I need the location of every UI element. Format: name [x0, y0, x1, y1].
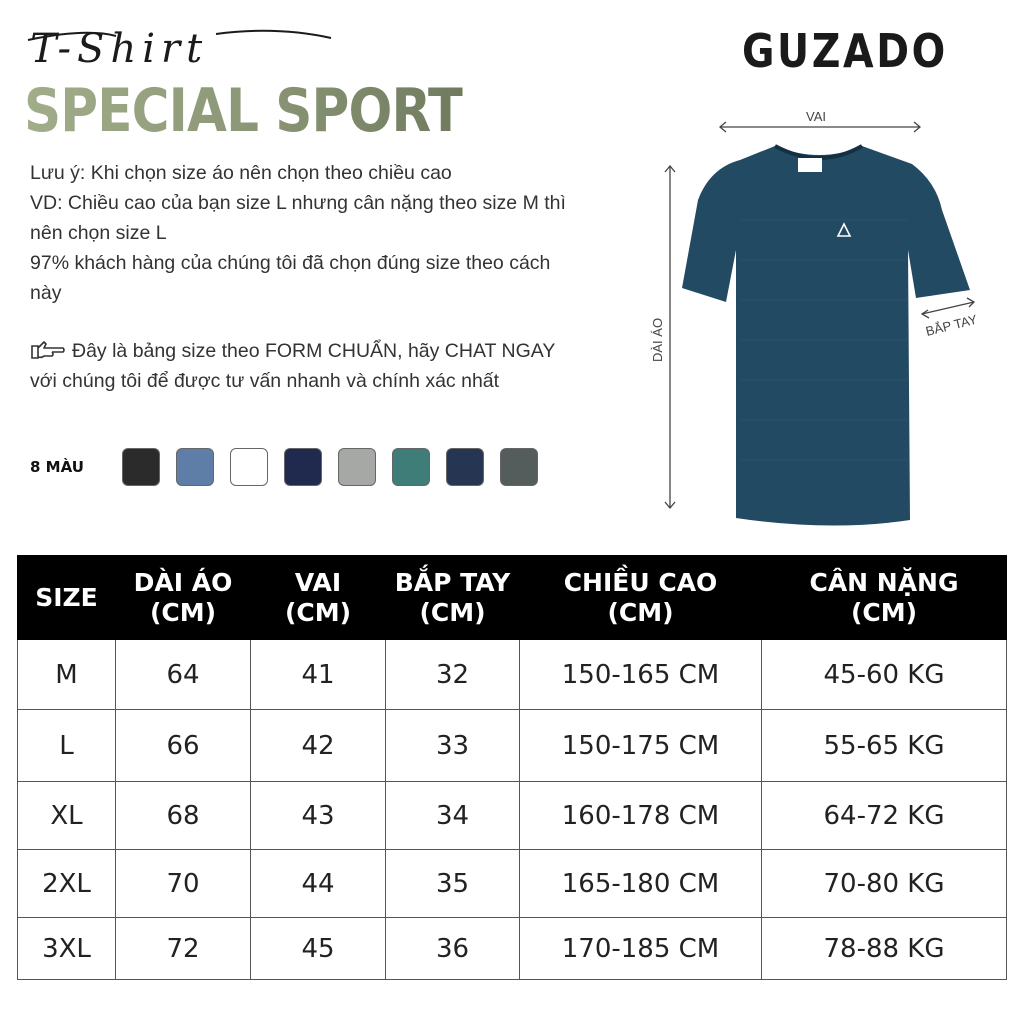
pointing-hand-icon — [30, 338, 66, 360]
cell-height: 165-180 CM — [520, 850, 762, 918]
size-table — [17, 555, 1007, 980]
cell-shoulder: 44 — [251, 850, 386, 918]
cell-size: XL — [18, 782, 116, 850]
size-notes — [30, 158, 570, 308]
cell-size: 3XL — [18, 918, 116, 980]
color-swatch-7[interactable] — [446, 448, 484, 486]
colors-label: 8 MÀU — [30, 458, 84, 476]
brand-logo: GUZADO — [742, 24, 948, 78]
cell-height: 170-185 CM — [520, 918, 762, 980]
color-swatch-5[interactable] — [338, 448, 376, 486]
shirt-measurement-figure — [640, 100, 1000, 540]
color-swatch-1[interactable] — [122, 448, 160, 486]
cell-sleeve: 32 — [386, 640, 520, 710]
label-length: DÀI ÁO — [650, 317, 665, 362]
label-sleeve: BẮP TAY — [924, 311, 979, 339]
header-length: DÀI ÁO (CM) — [116, 556, 251, 640]
cell-height: 150-165 CM — [520, 640, 762, 710]
header-height: CHIỀU CAO (CM) — [520, 556, 762, 640]
table-header-row — [18, 556, 1007, 640]
table-row — [18, 918, 1007, 980]
cell-sleeve: 33 — [386, 710, 520, 782]
color-swatch-8[interactable] — [500, 448, 538, 486]
cell-weight: 45-60 KG — [762, 640, 1007, 710]
cell-shoulder: 41 — [251, 640, 386, 710]
script-title — [26, 22, 336, 74]
cell-shoulder: 43 — [251, 782, 386, 850]
cell-sleeve: 36 — [386, 918, 520, 980]
cell-sleeve: 35 — [386, 850, 520, 918]
cell-size: 2XL — [18, 850, 116, 918]
neck-tag — [798, 158, 822, 172]
cell-height: 150-175 CM — [520, 710, 762, 782]
cell-length: 64 — [116, 640, 251, 710]
color-swatch-2[interactable] — [176, 448, 214, 486]
cell-shoulder: 42 — [251, 710, 386, 782]
table-row — [18, 640, 1007, 710]
cell-length: 70 — [116, 850, 251, 918]
cell-size: M — [18, 640, 116, 710]
note-line: Lưu ý: Khi chọn size áo nên chọn theo chiều cao — [30, 162, 452, 184]
cell-length: 72 — [116, 918, 251, 980]
cell-sleeve: 34 — [386, 782, 520, 850]
script-title-text: T-Shirt — [30, 26, 209, 72]
cell-size: L — [18, 710, 116, 782]
cell-weight: 64-72 KG — [762, 782, 1007, 850]
table-row — [18, 850, 1007, 918]
page-title: SPECIAL SPORT — [24, 76, 463, 146]
cell-shoulder: 45 — [251, 918, 386, 980]
table-row — [18, 710, 1007, 782]
note-line: 97% khách hàng của chúng tôi đã chọn đúng size theo cách này — [30, 252, 551, 304]
cell-weight: 70-80 KG — [762, 850, 1007, 918]
color-swatch-3[interactable] — [230, 448, 268, 486]
header-size: SIZE — [18, 556, 116, 640]
cell-length: 66 — [116, 710, 251, 782]
cell-weight: 55-65 KG — [762, 710, 1007, 782]
cell-length: 68 — [116, 782, 251, 850]
label-shoulder: VAI — [806, 109, 826, 124]
chat-text: Đây là bảng size theo FORM CHUẨN, hãy CHAT NGAY với chúng tôi để được tư vấn nhanh và chính xác nhất — [30, 340, 555, 392]
cell-weight: 78-88 KG — [762, 918, 1007, 980]
header-sleeve: BẮP TAY (CM) — [386, 556, 520, 640]
table-row — [18, 782, 1007, 850]
note-line: VD: Chiều cao của bạn size L nhưng cân nặng theo size M thì nên chọn size L — [30, 192, 566, 244]
header-weight: CÂN NẶNG (CM) — [762, 556, 1007, 640]
cell-height: 160-178 CM — [520, 782, 762, 850]
color-swatch-4[interactable] — [284, 448, 322, 486]
header-shoulder: VAI (CM) — [251, 556, 386, 640]
chat-note — [30, 336, 570, 396]
color-swatch-6[interactable] — [392, 448, 430, 486]
color-swatches — [122, 448, 538, 486]
